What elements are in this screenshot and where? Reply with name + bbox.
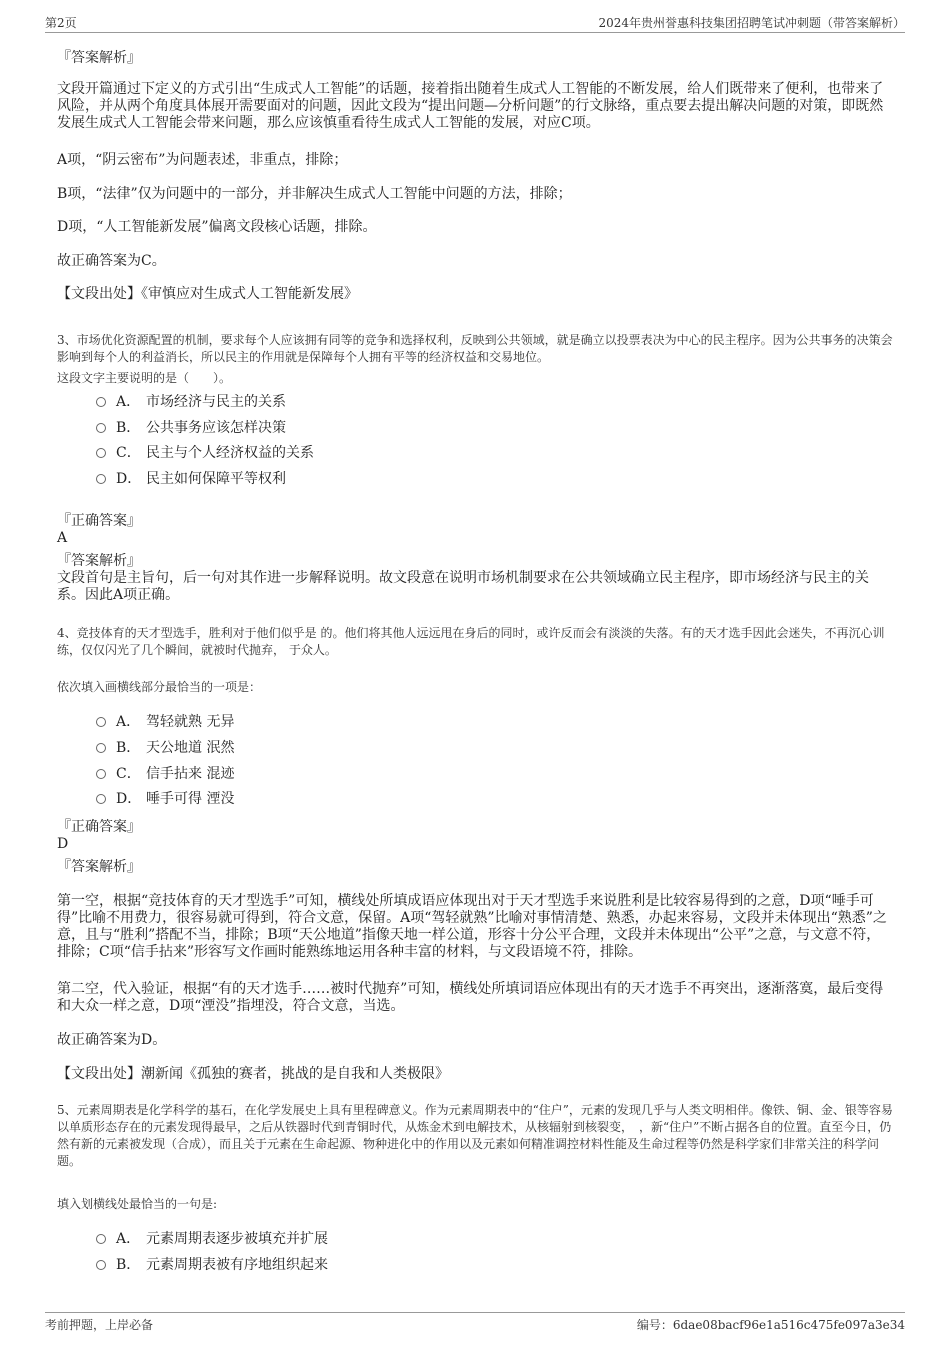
q3-option-a[interactable] [96,393,286,411]
option-letter: B． [116,420,141,436]
q3-answer: A [57,530,68,546]
radio-icon[interactable] [96,397,106,407]
option-letter: C． [116,445,141,461]
radio-icon[interactable] [96,717,106,727]
option-text: 元素周期表被有序地组织起来 [146,1257,328,1273]
radio-icon[interactable] [96,794,106,804]
option-letter: A． [116,1231,141,1247]
q2-source: 【文段出处】《审慎应对生成式人工智能新发展》 [57,286,358,302]
page-number: 第2页 [45,16,77,30]
q5-option-a[interactable] [96,1230,328,1248]
q4-source: 【文段出处】潮新闻《孤独的赛者，挑战的是自我和人类极限》 [57,1066,449,1082]
option-text: 信手拈来 混迹 [146,766,235,782]
option-letter: A． [116,394,141,410]
footer-slogan: 考前押题，上岸必备 [45,1318,154,1332]
q3-analysis: 文段首句是主旨句，后一句对其作进一步解释说明。故文段意在说明市场机制要求在公共领域确立民主程序，即市场经济与民主的关系。因此A项正确。 [57,570,869,603]
q2-conclusion: 故正确答案为C。 [57,253,166,269]
q2-a-note: A项，“阴云密布”为问题表述，非重点，排除； [57,152,348,168]
q2-b-note: B项，“法律”仅为问题中的一部分，并非解决生成式人工智能中问题的方法，排除； [57,186,572,202]
option-letter: B． [116,1257,141,1273]
radio-icon[interactable] [96,448,106,458]
q2-analysis-label: 『答案解析』 [57,50,141,66]
q4-analysis-label: 『答案解析』 [57,859,141,875]
option-letter: D． [116,791,142,807]
page-footer [45,1312,905,1335]
footer-code: 编号：6dae08bacf96e1a516c475fe097a3e34 [636,1318,905,1332]
option-text: 民主如何保障平等权利 [146,471,286,487]
radio-icon[interactable] [96,423,106,433]
option-text: 公共事务应该怎样决策 [146,420,286,436]
option-text: 天公地道 泯然 [146,740,235,756]
q3-option-d[interactable] [96,470,286,488]
q2-d-note: D项，“人工智能新发展”偏离文段核心话题，排除。 [57,219,377,235]
q3-question: 这段文字主要说明的是（ ）。 [57,371,232,385]
q3-analysis-label: 『答案解析』 [57,553,141,569]
q5-option-b[interactable] [96,1256,328,1274]
q3-stem: 3、市场优化资源配置的机制，要求每个人应该拥有同等的竞争和选择权利，反映到公共领域，就是确立以投票表决为中心的民主程序。因为公共事务的决策会影响到每个人的利益消长，所以民主的作用就是保障每个人拥有平等的经济权益和交易地位。 [57,333,893,364]
document-title: 2024年贵州誉惠科技集团招聘笔试冲刺题（带答案解析） [598,16,905,30]
q3-option-b[interactable] [96,419,286,437]
radio-icon[interactable] [96,743,106,753]
page-header [45,10,905,33]
q4-option-d[interactable] [96,790,234,808]
option-text: 元素周期表逐步被填充并扩展 [146,1231,328,1247]
q4-option-c[interactable] [96,765,234,783]
q5-stem: 5、元素周期表是化学科学的基石，在化学发展史上具有里程碑意义。作为元素周期表中的“住户”，元素的发现几乎与人类文明相伴。像铁、铜、金、银等容易以单质形态存在的元素发现得最早，之后从铁器时代到青铜时代，从炼金术到电解技术，从核辐射到核裂变， ，新“住户”不断占据各自的位置。直至今日，仍然有新的元素被发现（合成），而且关于元素在生命起源、物种进化中的作用以及元素如何精准调控材料性能及生命过程等仍然是科学家们非常关注的科学问题。 [57,1103,893,1168]
q4-option-a[interactable] [96,713,234,731]
option-text: 民主与个人经济权益的关系 [146,445,314,461]
q4-conclusion: 故正确答案为D。 [57,1032,167,1048]
q3-correct-label: 『正确答案』 [57,513,141,529]
q4-analysis-2: 第二空，代入验证，根据“有的天才选手……被时代抛弃”可知，横线处所填词语应体现出有的天才选手不再突出，逐渐落寞，最后变得和大众一样之意，D项“湮没”指埋没，符合文意，当选。 [57,981,884,1014]
q4-answer: D [57,836,69,852]
q4-correct-label: 『正确答案』 [57,819,141,835]
radio-icon[interactable] [96,1260,106,1270]
option-letter: A． [116,714,141,730]
q3-option-c[interactable] [96,444,314,462]
radio-icon[interactable] [96,474,106,484]
q2-analysis: 文段开篇通过下定义的方式引出“生成式人工智能”的话题，接着指出随着生成式人工智能的不断发展，给人们既带来了便利，也带来了风险，并从两个角度具体展开需要面对的问题，因此文段为“提出问题—分析问题”的行文脉络，重点要去提出解决问题的对策，即既然发展生成式人工智能会带来问题，那么应该慎重看待生成式人工智能的发展，对应C项。 [57,81,884,131]
option-text: 驾轻就熟 无异 [146,714,235,730]
q4-option-b[interactable] [96,739,234,757]
q4-question: 依次填入画横线部分最恰当的一项是： [57,680,262,694]
option-letter: B． [116,740,141,756]
option-text: 唾手可得 湮没 [146,791,235,807]
radio-icon[interactable] [96,1234,106,1244]
radio-icon[interactable] [96,769,106,779]
option-letter: D． [116,471,142,487]
q5-question: 填入划横线处最恰当的一句是: [57,1197,218,1211]
q4-analysis-1: 第一空，根据“竞技体育的天才型选手”可知，横线处所填成语应体现出对于天才型选手来说胜利是比较容易得到的之意，D项“唾手可得”比喻不用费力，很容易就可得到，符合文意，保留。A项“驾轻就熟”比喻对事情清楚、熟悉，办起来容易，文段并未体现出“熟悉”之意，且与“胜利”搭配不当，排除；B项“天公地道”指像天地一样公道，形容十分公平合理，文段并未体现出“公平”之意，与文意不符，排除；C项“信手拈来”形容写文作画时能熟练地运用各种丰富的材料，与文段语境不符，排除。 [57,893,887,960]
q4-stem: 4、竞技体育的天才型选手，胜利对于他们似乎是 的。他们将其他人远远甩在身后的同时，或许反而会有淡淡的失落。有的天才选手因此会迷失，不再沉心训练，仅仅闪光了几个瞬间，就被时代抛弃， 于众人。 [57,626,885,657]
option-text: 市场经济与民主的关系 [146,394,286,410]
option-letter: C． [116,766,141,782]
